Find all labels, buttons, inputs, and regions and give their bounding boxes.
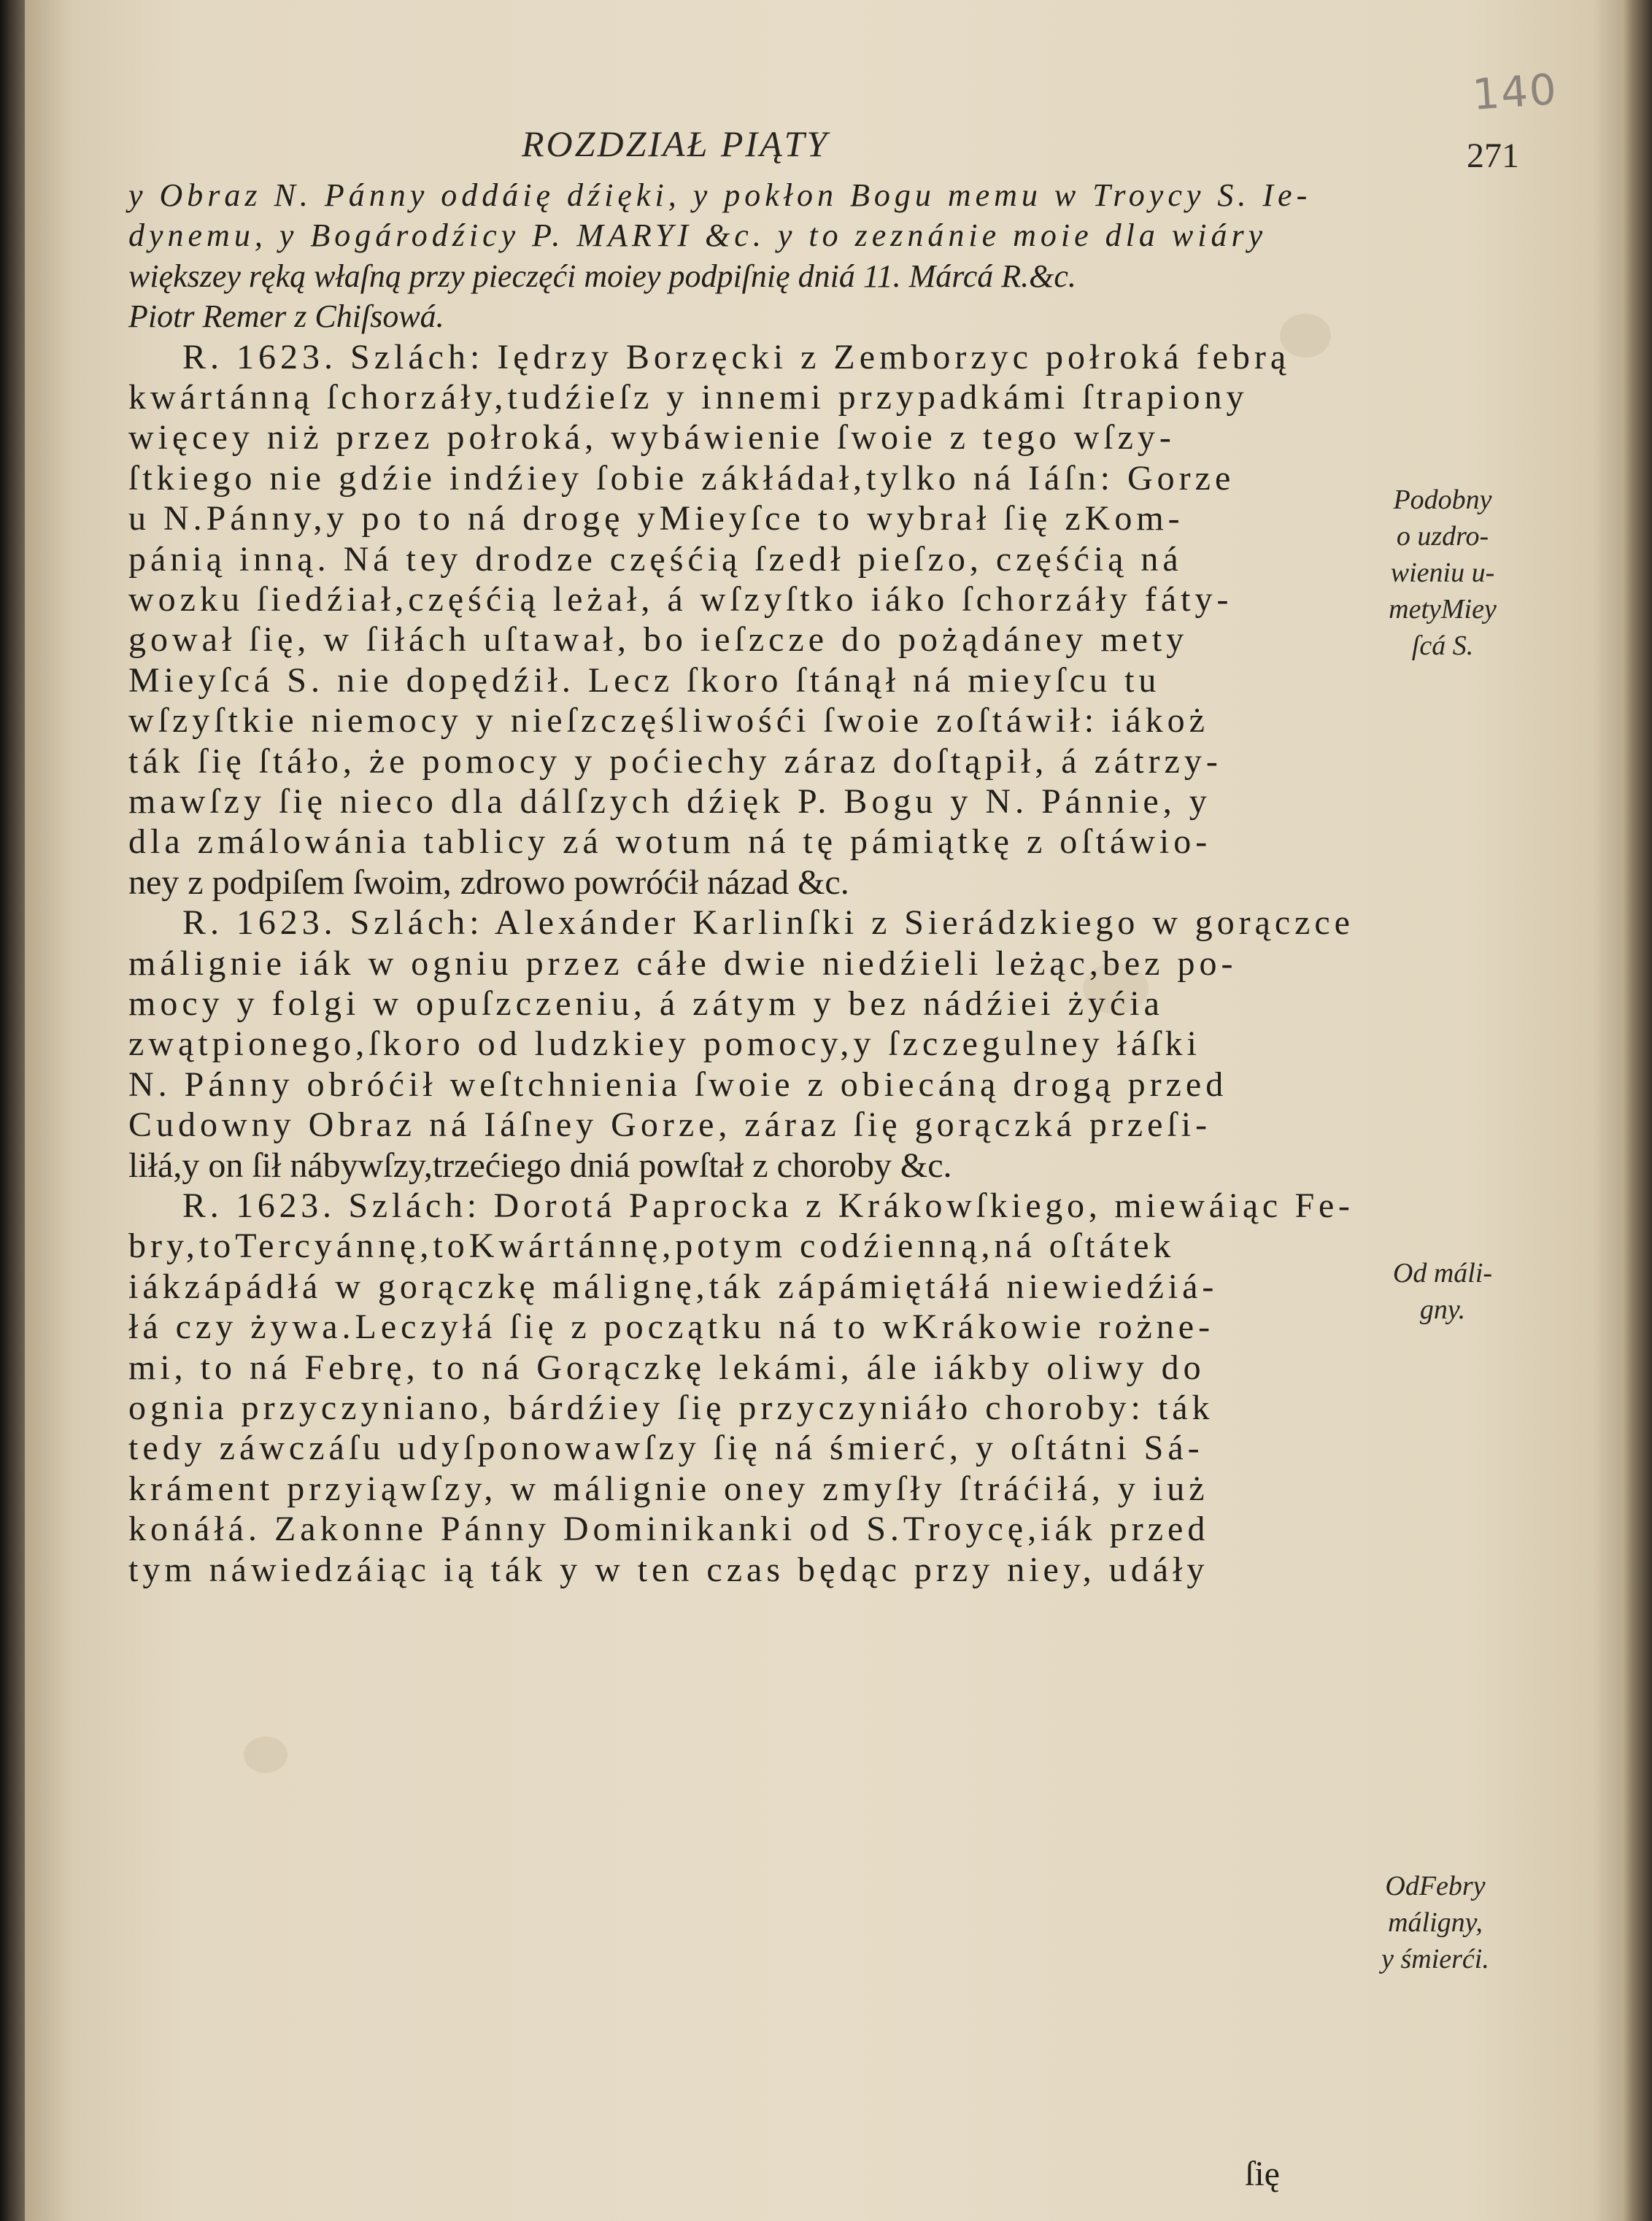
text-line: Piotr Remer z Chiſsowá. xyxy=(128,298,444,334)
margin-note-line: máligny, xyxy=(1388,1907,1483,1938)
margin-note-line: OdFebry xyxy=(1385,1871,1486,1901)
pencil-folio-number: 140 xyxy=(1470,64,1559,120)
margin-note-line: metyMiey xyxy=(1389,594,1497,625)
text-line: iákzápádłá w gorączkę málignę,ták zápámiętáłá niewiedźiá- xyxy=(128,1267,1219,1306)
margin-note-line: o uzdro- xyxy=(1396,521,1489,552)
text-line: liłá,y on ſił nábywſzy,trzećiego dniá powſtał z choroby &c. xyxy=(128,1146,952,1185)
text-line: gował ſię, w ſiłách uſtawał, bo ieſzcze do pożądáney mety xyxy=(128,620,1189,659)
text-line: málignie iák w ogniu przez cáłe dwie niedźieli leżąc,bez po- xyxy=(128,944,1238,983)
margin-note-line: y śmierći. xyxy=(1381,1944,1489,1974)
catchword: ſię xyxy=(1245,2155,1280,2193)
text-line: R. 1623. Szlách: Iędrzy Borzęcki z Zemborzyc połroká febrą xyxy=(182,338,1291,376)
text-line: mawſzy ſię nieco dla dálſzych dźięk P. Bogu y N. Pánnie, y xyxy=(128,782,1211,821)
text-line: Cudowny Obraz ná Iáſney Gorze, záraz ſię gorączká przeſi- xyxy=(128,1105,1212,1144)
text-line: ognia przyczyniano, bárdźiey ſię przyczyniáło choroby: ták xyxy=(128,1388,1214,1427)
margin-note-line: ſcá S. xyxy=(1411,630,1474,661)
text-line: dla zmálowánia tablicy zá wotum ná tę pámiątkę z oſtáwio- xyxy=(128,822,1212,861)
margin-note-line: Podobny xyxy=(1393,484,1492,515)
margin-note-line: Od máli- xyxy=(1392,1258,1493,1289)
margin-note-similar-healing xyxy=(1359,482,1526,664)
text-line: wſzyſtkie niemocy y nieſzczęśliwośći ſwoie zoſtáwił: iákoż xyxy=(128,701,1209,740)
text-line: kwártánną ſchorzáły,tudźieſz y innemi przypadkámi ſtrapiony xyxy=(128,378,1248,417)
margin-note-fever-death xyxy=(1351,1868,1519,1977)
text-line: zwątpionego,ſkoro od ludzkiey pomocy,y ſzczegulney łáſki xyxy=(128,1024,1201,1063)
text-line: R. 1623. Szlách: Dorotá Paprocka z Krákowſkiego, miewáiąc Fe- xyxy=(182,1186,1354,1225)
text-line: tedy záwczáſu udyſponowawſzy ſię ná śmierć, y oſtátni Sá- xyxy=(128,1429,1204,1467)
text-line: ney z podpiſem ſwoim, zdrowo powróćił názad &c. xyxy=(128,863,849,902)
text-line: pánią inną. Ná tey drodze częśćią ſzedł pieſzo, częśćią ná xyxy=(128,540,1183,579)
margin-note-malignant-fever xyxy=(1366,1255,1519,1328)
running-head: ROZDZIAŁ PIĄTY xyxy=(522,123,830,164)
text-line: wozku ſiedźiał,częśćią leżał, á wſzyſtko iáko ſchorzáły fáty- xyxy=(128,580,1233,619)
text-line: tym náwiedzáiąc ią ták y w ten czas będąc przy niey, udáły xyxy=(128,1550,1209,1589)
text-line: łá czy żywa.Leczyłá ſię z początku ná to wKrákowie rożne- xyxy=(128,1308,1215,1346)
margin-note-line: wieniu u- xyxy=(1390,557,1495,588)
margin-note-line: gny. xyxy=(1419,1294,1466,1325)
text-line: Mieyſcá S. nie dopędźił. Lecz ſkoro ſtánął ná mieyſcu tu xyxy=(128,661,1161,700)
text-line: u N.Pánny,y po to ná drogę yMieyſce to wybrał ſię zKom- xyxy=(128,499,1184,538)
book-spine-shadow xyxy=(0,0,25,2221)
page-edge-shadow xyxy=(1624,0,1652,2221)
text-line: dynemu, y Bogárodźicy P. MARYI &c. y to zeznánie moie dla wiáry xyxy=(128,217,1267,253)
text-line: mi, to ná Febrę, to ná Gorączkę lekámi, ále iákby oliwy do xyxy=(128,1348,1205,1387)
text-line: N. Pánny obróćił weſtchnienia ſwoie z obiecáną drogą przed xyxy=(128,1065,1228,1104)
text-line: R. 1623. Szlách: Alexánder Karlinſki z Sierádzkiego w gorączce xyxy=(182,903,1354,942)
page-number: 271 xyxy=(1467,136,1519,175)
text-line: ſtkiego nie gdźie indźiey ſobie zákłádał,tylko ná Iáſn: Gorze xyxy=(128,459,1235,498)
paper-stain xyxy=(244,1737,287,1773)
text-line: y Obraz N. Pánny oddáię dźięki, y pokłon Bogu memu w Troycy S. Ie- xyxy=(128,177,1312,213)
text-line: większey ręką właſną przy pieczęći moiey podpiſnię dniá 11. Márcá R.&c. xyxy=(128,258,1076,294)
text-line: konáłá. Zakonne Pánny Dominikanki od S.Troycę,iák przed xyxy=(128,1510,1210,1548)
text-line: ták ſię ſtáło, że pomocy y poćiechy záraz doſtąpił, á zátrzy- xyxy=(128,742,1222,781)
text-line: kráment przyiąwſzy, w málignie oney zmyſły ſtráćiłá, y iuż xyxy=(128,1469,1209,1508)
text-line: więcey niż przez połroká, wybáwienie ſwoie z tego wſzy- xyxy=(128,418,1176,457)
text-line: mocy y folgi w opuſzczeniu, á zátym y bez nádźiei żyćia xyxy=(128,984,1164,1023)
text-line: bry,toTercyánnę,toKwártánnę,potym codźienną,ná oſtátek xyxy=(128,1227,1176,1265)
